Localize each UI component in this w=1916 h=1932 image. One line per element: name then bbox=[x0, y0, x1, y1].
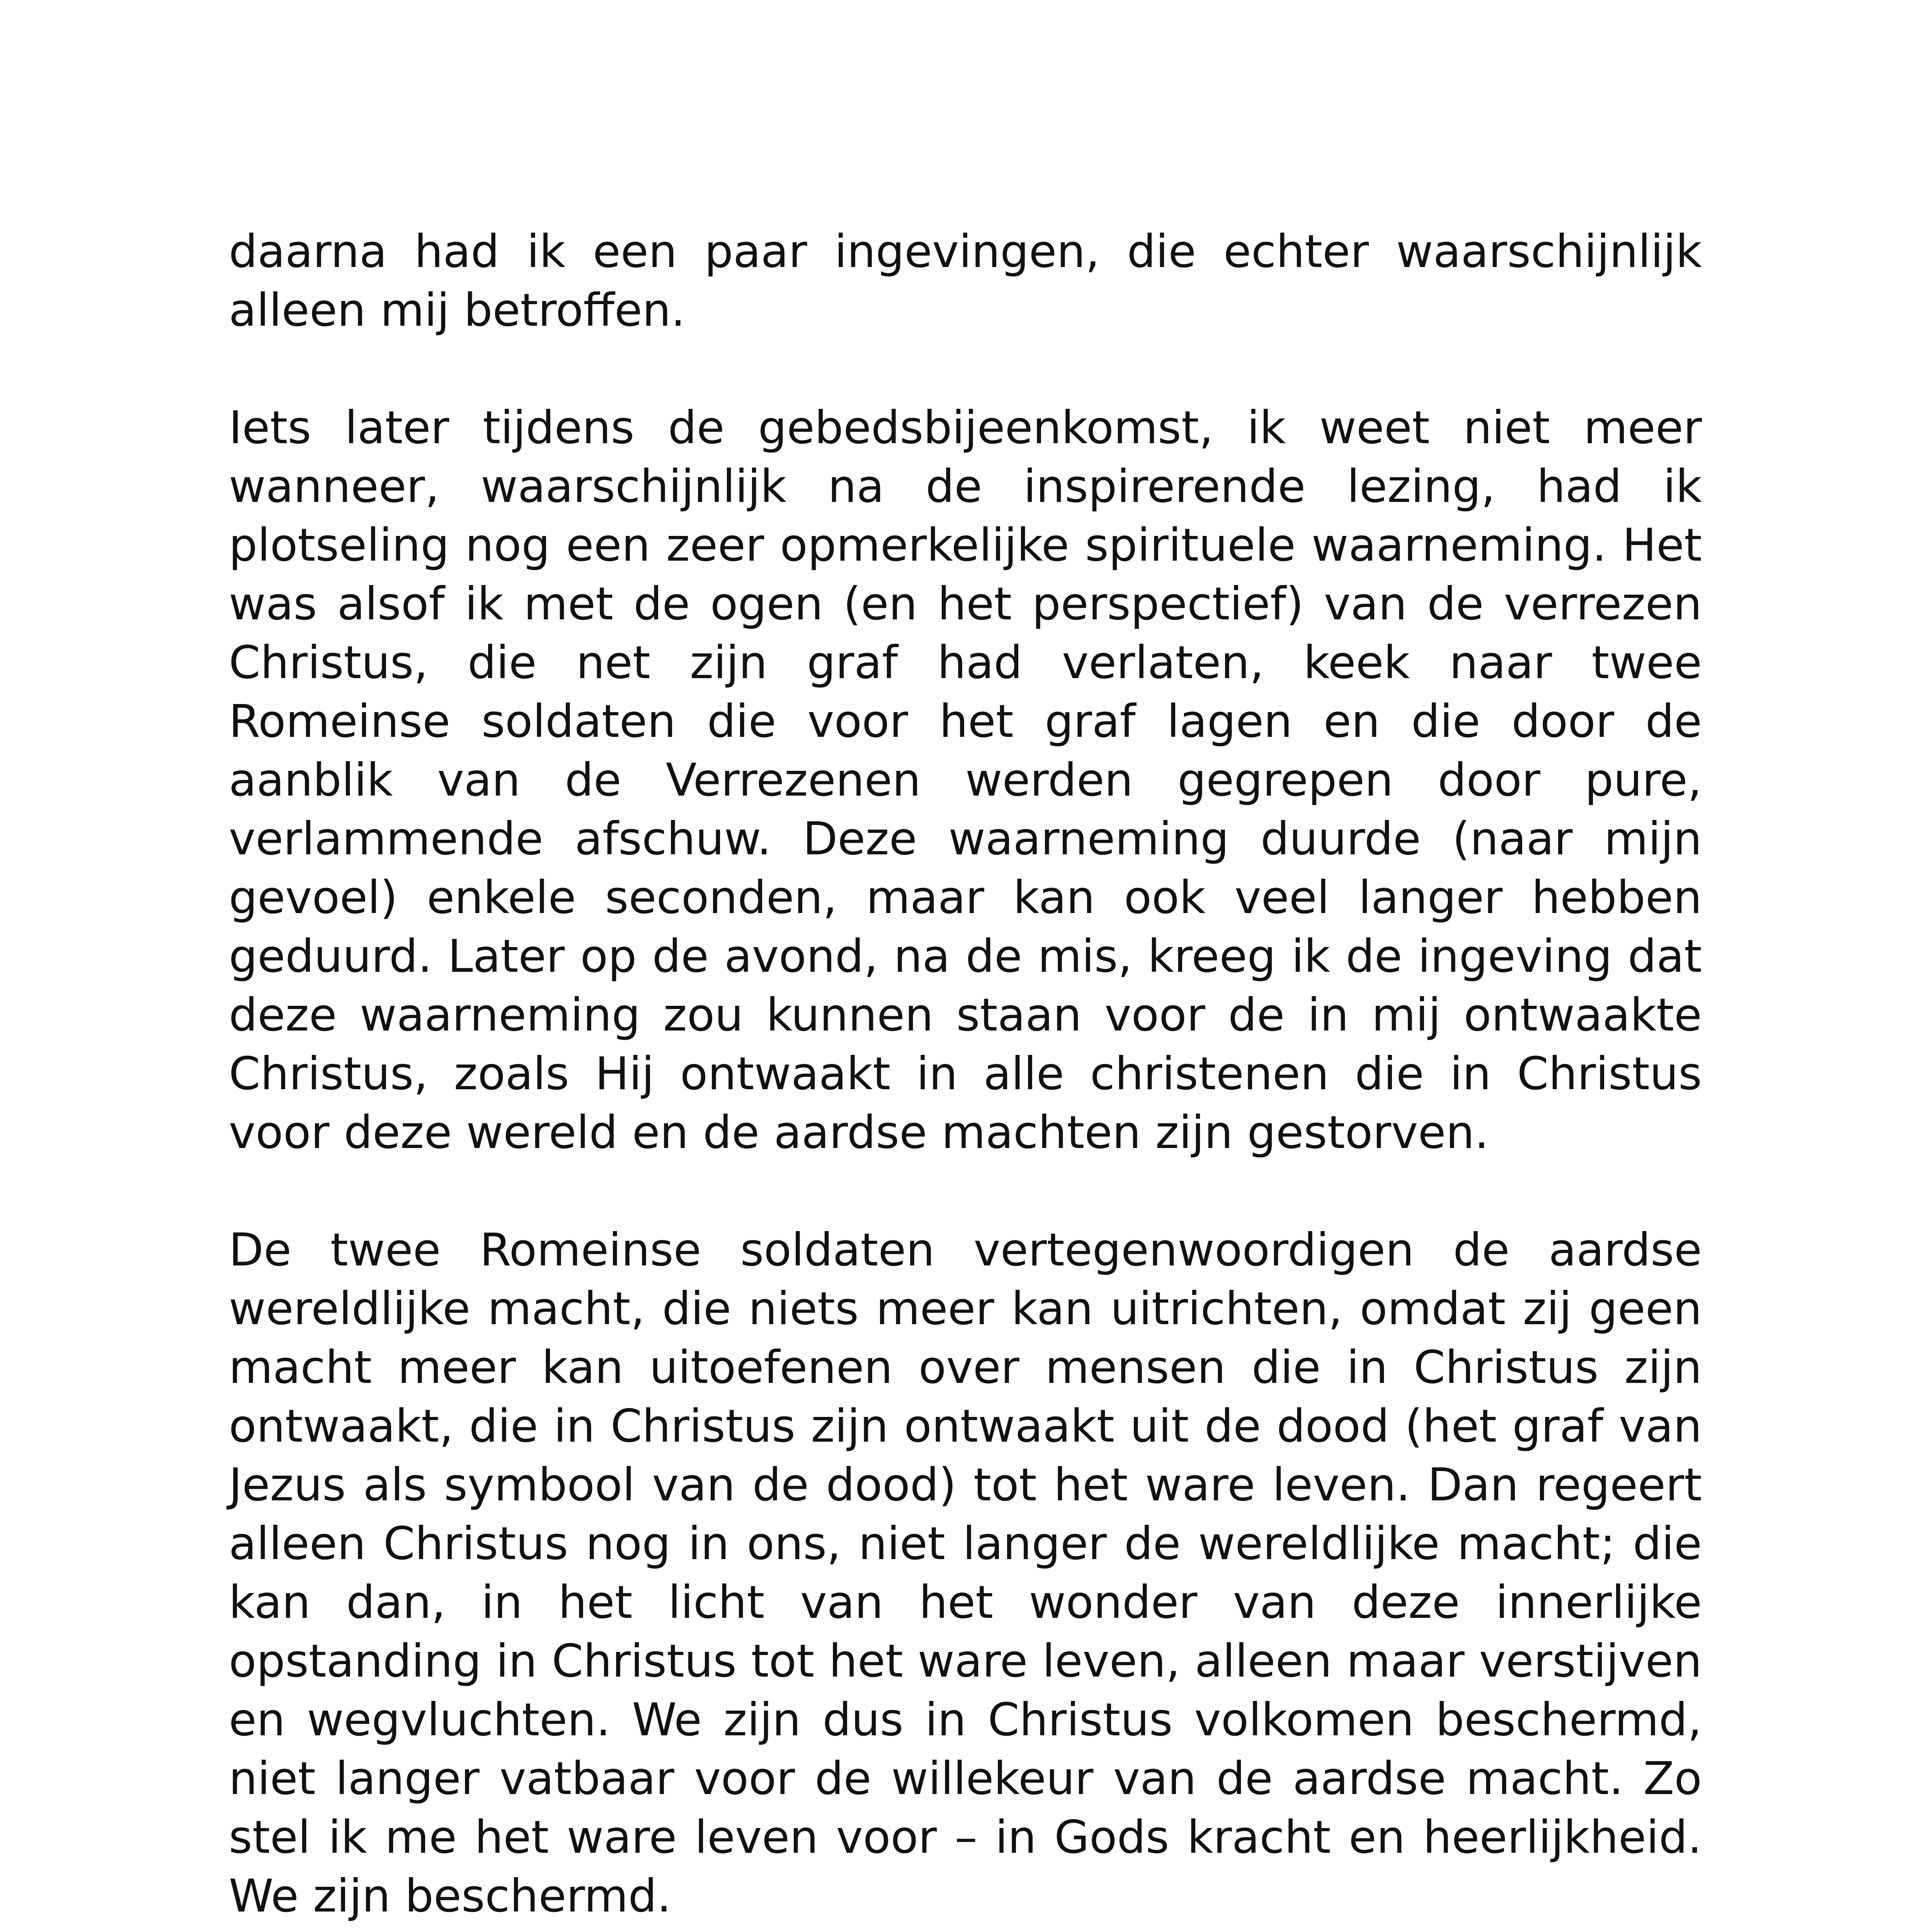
paragraph-2: Iets later tijdens de gebedsbijeenkomst, ik weet niet meer wanneer, waarschijnlijk na de inspirerende lezing, had ik plotseling nog een zeer opmerkelijke spirituele waarneming. Het was alsof ik met de ogen (en het perspectief) van de verrezen Christus, die net zijn graf had verlaten, keek naar twee Romeinse soldaten die voor het graf lagen en die door de aanblik van de Verrezenen werden gegrepen door pure, verlammende afschuw. Deze waarneming duurde (naar mijn gevoel) enkele seconden, maar kan ook veel langer hebben geduurd. Later op de avond, na de mis, kreeg ik de ingeving dat deze waarneming zou kunnen staan voor de in mij ontwaakte Christus, zoals Hij ontwaakt in alle christenen die in Christus voor deze wereld en de aardse machten zijn gestorven. bbox=[229, 401, 1702, 1159]
body-text bbox=[229, 222, 1702, 1932]
paragraph-3: De twee Romeinse soldaten vertegenwoordigen de aardse wereldlijke macht, die niets meer kan uitrichten, omdat zij geen macht meer kan uitoefenen over mensen die in Christus zijn ontwaakt, die in Christus zijn ontwaakt uit de dood (het graf van Jezus als symbool van de dood) tot het ware leven. Dan regeert alleen Christus nog in ons, niet langer de wereldlijke macht; die kan dan, in het licht van het wonder van deze innerlijke opstanding in Christus tot het ware leven, alleen maar verstijven en wegvluchten. We zijn dus in Christus volkomen beschermd, niet langer vatbaar voor de willekeur van de aardse macht. Zo stel ik me het ware leven voor – in Gods kracht en heerlijkheid. We zijn beschermd. bbox=[229, 1223, 1702, 1922]
paragraph-1: daarna had ik een paar ingevingen, die echter waarschijnlijk alleen mij betroffen. bbox=[229, 225, 1702, 337]
